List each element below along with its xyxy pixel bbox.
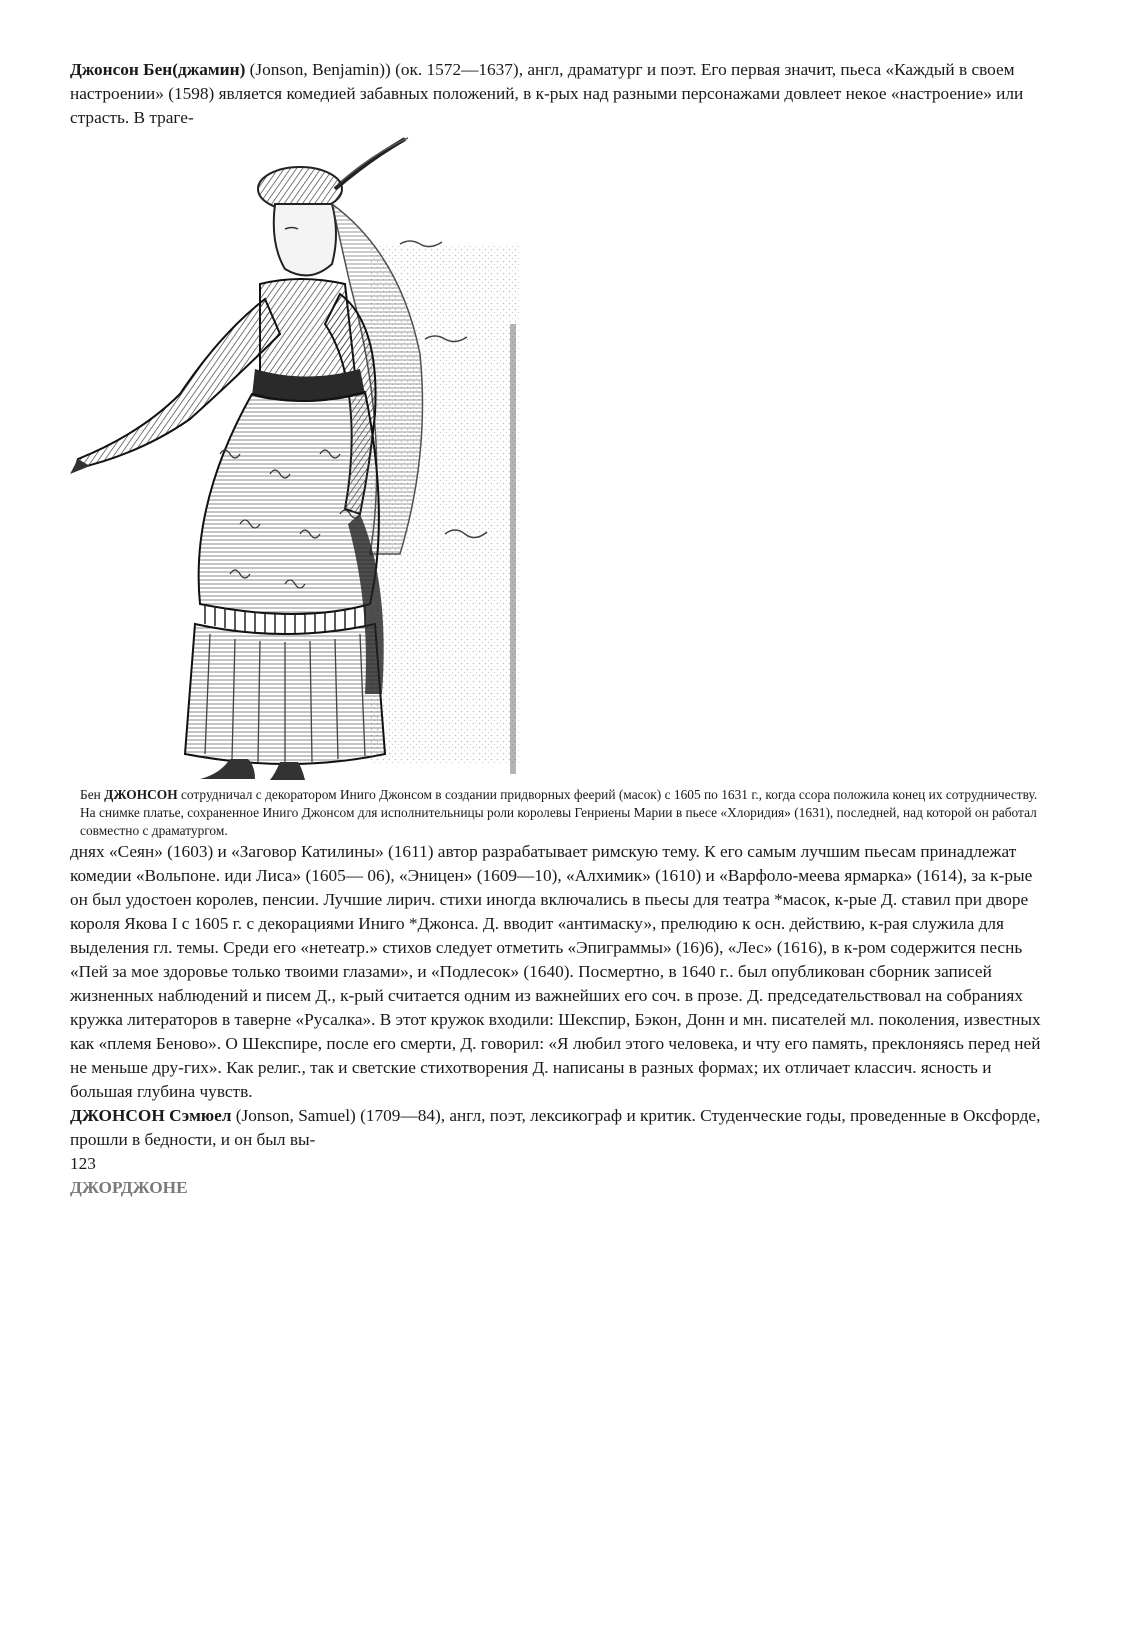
- article-jonson-ben-continuation: днях «Сеян» (1603) и «Заговор Катилины» (1611) автор разрабатывает римскую тему. К его самым лучшим пьесам принадлежат комедии «Вольпоне. иди Лиса» (1605— 06), «Эницен» (1609—10), «Алхимик» (1610) и «Варфоло-меева ярмарка» (1614), за к-рые он был удостоен королев, пенсии. Лучшие лирич. стихи иногда включались в пьесы для театра *масок, к-рые Д. ставил при дворе короля Якова I с 1605 г. с декорациями Иниго *Джонса. Д. вводит «антимаску», прелюдию к осн. действию, к-рая служила для выделения гл. темы. Среди его «нетеатр.» стихов следует отметить «Эпиграммы» (16)6), «Лес» (1616), в к-ром содержится песнь «Пей за мое здоровье только твоими глазами», и «Подлесок» (1640). Посмертно, в 1640 г.. был опубликован сборник записей жизненных наблюдений и писем Д., к-рый считается одним из важнейших его соч. в прозе. Д. председательствовал на собраниях кружка литераторов в таверне «Русалка». В этот кружок входили: Шекспир, Бэкон, Донн и мн. писателей мл. поколения, известных как «племя Беново». О Шекспире, после его смерти, Д. говорил: «Я любил этого человека, и чту его память, преклоняясь перед ней не меньше дру-гих». Как религ., так и светские стихотворения Д. написаны в разных формах; их отличает классич. ясность и большая глубина чувств.: [70, 842, 1041, 1101]
- article-jonson-samuel-intro: [70, 1104, 1045, 1152]
- costume-figure: [70, 134, 540, 784]
- caption-text: сотрудничал с декоратором Иниго Джонсом в создании придворных феерий (масок) с 1605 по 1631 г., когда ссора положила конец их сотрудничеству. На снимке платье, сохраненное Иниго Джонсом для исполнительницы роли королевы Генриены Марии в пьесе «Хлоридия» (1631), последней, над которой он работал совместно с драматургом.: [80, 787, 1038, 838]
- article-jonson-ben-intro-text: (Jonson, Benjamin)) (ок. 1572—1637), англ, драматург и поэт. Его первая значит, пьеса «Каждый в своем настроении» (1598) является комедией забавных положений, в к-рых над разными персонажами довлеет некое «настроение» или страсть. В траге-: [70, 60, 1024, 127]
- page-content: [70, 58, 1045, 1200]
- page-number: 123: [70, 1154, 96, 1173]
- article-jonson-samuel-intro-text: (Jonson, Samuel) (1709—84), англ, поэт, лексикограф и критик. Студенческие годы, проведенные в Оксфорде, прошли в бедности, и он был вы-: [70, 1106, 1041, 1149]
- figure-caption: [80, 786, 1045, 840]
- headword-jonson-samuel: ДЖОНСОН Сэмюел: [70, 1106, 232, 1125]
- article-jonson-ben-intro: [70, 58, 1045, 130]
- caption-name: ДЖОНСОН: [104, 787, 178, 802]
- caption-prefix: Бен: [80, 787, 105, 802]
- headword-jonson-ben: Джонсон Бен(джамин): [70, 60, 246, 79]
- costume-engraving-icon: [70, 134, 540, 784]
- running-head: ДЖОРДЖОНЕ: [70, 1178, 188, 1197]
